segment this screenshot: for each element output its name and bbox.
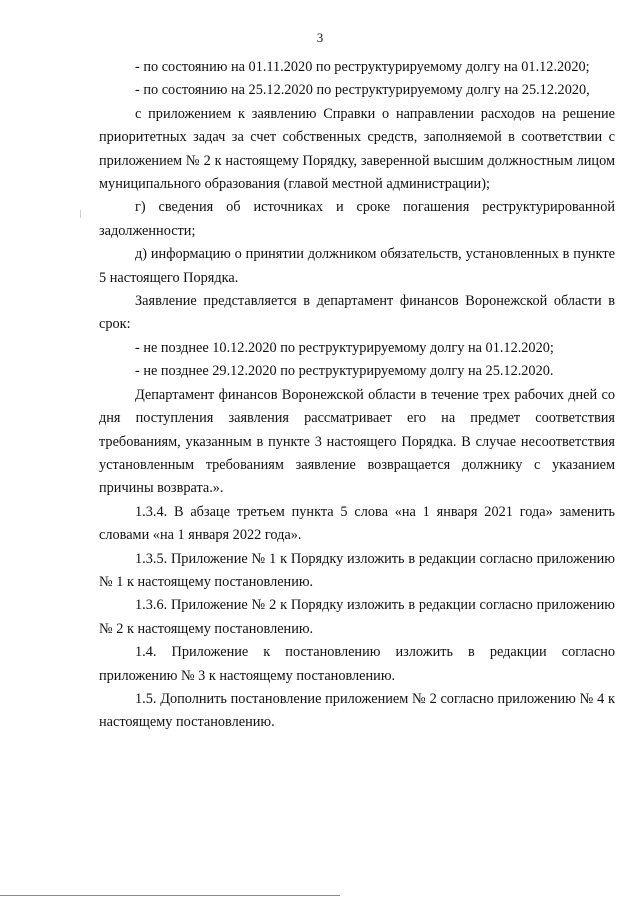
paragraph-application-deadline: Заявление представляется в департамент финансов Воронежской области в срок:	[99, 293, 615, 333]
paragraph-certificate-attachment: с приложением к заявлению Справки о направлении расходов на решение приоритетных задач за счет собственных средств, заполняемой в соответствии с приложением № 2 к настоящему Порядку, заверенной высшим должностным лицом муниципального образования (главой местной администрации);	[99, 105, 615, 193]
paragraph-item-d: д) информацию о принятии должником обязательств, установленных в пункте 5 настоящего Порядка.	[99, 246, 615, 286]
document-body	[99, 56, 615, 735]
paragraph-1-4: 1.4. Приложение к постановлению изложить в редакции согласно приложению № 3 к настоящему постановлению.	[99, 644, 615, 684]
paragraph-1-3-5: 1.3.5. Приложение № 1 к Порядку изложить в редакции согласно приложению № 1 к настоящему постановлению.	[99, 550, 615, 590]
paragraph-balance-date-1: - по состоянию на 01.11.2020 по реструктурируемому долгу на 01.12.2020;	[135, 59, 590, 75]
paragraph-item-g: г) сведения об источниках и сроке погашения реструктурированной задолженности;	[99, 199, 615, 239]
bottom-edge-line	[0, 895, 340, 896]
paragraph-deadline-2: - не позднее 29.12.2020 по реструктурируемому долгу на 25.12.2020.	[135, 363, 554, 380]
page-number: 3	[316, 30, 324, 45]
paragraph-deadline-1: - не позднее 10.12.2020 по реструктурируемому долгу на 01.12.2020;	[135, 339, 554, 356]
paragraph-1-5: 1.5. Дополнить постановление приложением № 2 согласно приложению № 4 к настоящему постановлению.	[99, 690, 615, 731]
paragraph-balance-date-2: - по состоянию на 25.12.2020 по реструктурируемому долгу на 25.12.2020,	[135, 82, 590, 99]
paragraph-1-3-4: 1.3.4. В абзаце третьем пункта 5 слова «на 1 января 2021 года» заменить словами «на 1 января 2022 года».	[99, 503, 615, 544]
paragraph-1-3-6: 1.3.6. Приложение № 2 к Порядку изложить в редакции согласно приложению № 2 к настоящему постановлению.	[99, 597, 615, 637]
scan-artifact-mark	[80, 210, 81, 218]
paragraph-review-procedure: Департамент финансов Воронежской области в течение трех рабочих дней со дня поступления заявления рассматривает его на предмет соответствия требованиям, указанным в пункте 3 настоящего Порядка. В случае несоответствия установленным требованиям заявление возвращается должнику с указанием причины возврата.».	[99, 386, 615, 497]
